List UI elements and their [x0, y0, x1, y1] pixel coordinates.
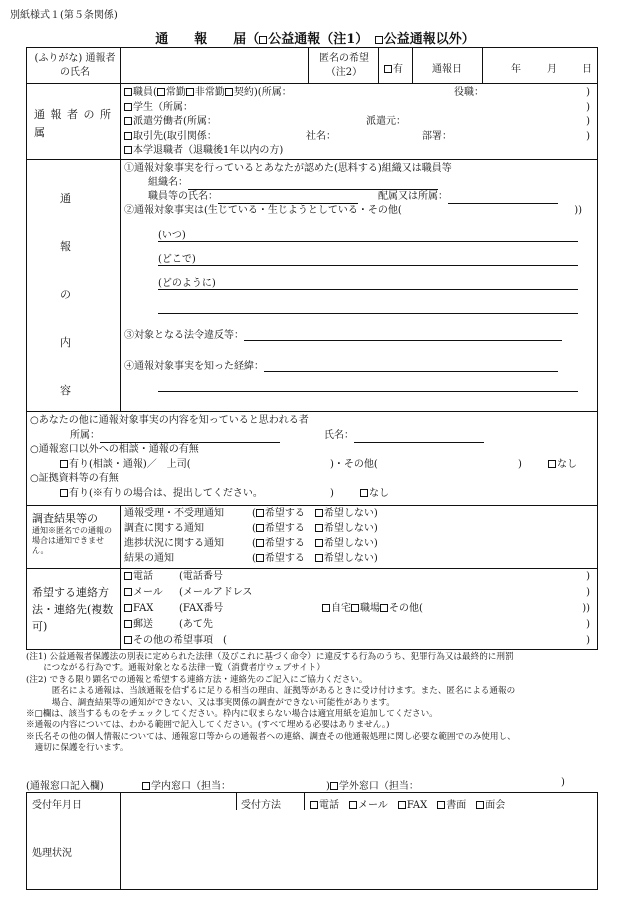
checkbox-method-mail[interactable]	[349, 801, 357, 809]
results-row: 結果の通知 ( 希望する 希望しない)	[124, 553, 378, 564]
results-label: 調査結果等の 通知※匿名での通報の場合は通知できません。	[32, 512, 112, 555]
office-status-label: 処理状況	[32, 848, 72, 859]
checkbox-fax[interactable]	[124, 604, 132, 612]
checkbox-want[interactable]	[256, 539, 264, 547]
checkbox-notwant[interactable]	[315, 554, 323, 562]
checkbox-contract[interactable]	[225, 88, 233, 96]
results-row: 進捗状況に関する通知 ( 希望する 希望しない)	[124, 538, 378, 549]
how-known-input[interactable]	[264, 361, 558, 372]
results-row: 調査に関する通知 ( 希望する 希望しない)	[124, 523, 378, 534]
checkbox-non-whistleblow[interactable]	[375, 36, 383, 44]
checkbox-other-wish[interactable]	[124, 636, 132, 644]
date-year: 年	[511, 64, 521, 75]
office-date-label: 受付年月日	[32, 800, 82, 811]
contact-lines: 電話 (電話番号 ) メール (メールアドレス ) FAX (FAX番号 自宅 職場 その他( )) 郵送 (あて先 ) その他の希望事項 ( )	[124, 569, 594, 649]
checkbox-partner[interactable]	[124, 132, 132, 140]
others-name-input[interactable]	[354, 432, 484, 443]
anon-label: 匿名の希望（注2）	[319, 53, 369, 78]
title-option-whistleblow: 公益通報（注1）	[268, 32, 362, 47]
others-section: ○あなたの他に通報対象事実の内容を知っていると思われる者 所属： 氏名： ○通報窓口以外への相談・通報の有無 有り(相談・通報)／ 上司( )・その他( ) なし ○証拠資料等の有無 有り(※有りの場合は、提出してください。 ) なし	[30, 415, 577, 499]
results-rows	[124, 506, 524, 566]
checkbox-fulltime[interactable]	[157, 88, 165, 96]
form-label: 別紙様式１(第５条関係)	[10, 10, 118, 21]
where-input[interactable]: (どこで)	[158, 250, 578, 266]
affiliation-label: 通 報 者 の 所 属	[34, 108, 112, 139]
notes: (注1) 公益通報者保護法の別表に定められた法律（及びこれに基づく命令）に違反する行為のうち、犯罪行為又は最終的に刑罰 につながる行為です。通報対象となる法律一覧（消費者庁ウェブサイト） (注2) できる限り顕名での通報と希望する連絡方法・連絡先のご記入にご協力ください。 匿名による通報は、当該通報を信ずるに足りる相当の理由、証拠等があるときに受け付けます。また、匿名による通報の 場合、調査結果等の通知ができない、又は事実関係の調査ができない可能性があります。 ※□欄は、該当するものをチェックしてください。枠内に収まらない場合は適宜用紙を追加してください。 ※通報の内容については、わかる範囲で記入してください。(すべて埋める必要はありません。) ※氏名その他の個人情報については、通報窓口等からの通報者への連絡、調査その他通報処理に関し必要な範囲でのみ使用し、 適切に保護を行います。	[26, 652, 516, 754]
date-label: 通報日	[432, 64, 462, 75]
title-main: 通 報 届（	[155, 32, 260, 47]
checkbox-staff[interactable]	[124, 88, 132, 96]
office-methods: 電話 メール FAX 書面 面会	[310, 796, 505, 811]
checkbox-work[interactable]	[351, 604, 359, 612]
checkbox-notwant[interactable]	[315, 509, 323, 517]
staff-name-input[interactable]	[218, 193, 358, 204]
date-day: 日	[582, 64, 592, 75]
checkbox-evidence-none[interactable]	[360, 489, 368, 497]
checkbox-method-fax[interactable]	[398, 801, 406, 809]
checkbox-parttime[interactable]	[186, 88, 194, 96]
when-input[interactable]: (いつ)	[158, 226, 578, 242]
how-known-input-2[interactable]	[158, 380, 578, 392]
org-name-input[interactable]	[188, 179, 438, 190]
checkbox-external[interactable]	[330, 782, 338, 790]
others-dept-input[interactable]	[100, 432, 280, 443]
checkbox-other-place[interactable]	[380, 604, 388, 612]
name-input[interactable]	[121, 48, 308, 83]
checkbox-whistleblow[interactable]	[259, 36, 267, 44]
checkbox-retired[interactable]	[124, 146, 132, 154]
checkbox-notwant[interactable]	[315, 539, 323, 547]
checkbox-method-meet[interactable]	[476, 801, 484, 809]
checkbox-method-doc[interactable]	[437, 801, 445, 809]
law-violation-input[interactable]	[244, 330, 562, 341]
name-label: (ふりがな) 通報者の氏名	[34, 53, 116, 78]
date-month: 月	[547, 64, 557, 75]
how-input[interactable]: (どのように)	[158, 274, 578, 290]
staff-dept-input[interactable]	[448, 193, 558, 204]
checkbox-notwant[interactable]	[315, 524, 323, 532]
title-option-non-whistleblow: 公益通報以外）	[383, 32, 475, 47]
form-title	[0, 28, 630, 47]
checkbox-want[interactable]	[256, 509, 264, 517]
checkbox-evidence-yes[interactable]	[60, 489, 68, 497]
content-body: ①通報対象事実を行っているとあなたが認めた(思料する)組織又は職員等 組織名： 職員等の氏名： 配属又は所属： ②通報対象事実は(生じている・生じようとしている・その他( )) (いつ) (どこで) (どのように) ③対象となる法令違反等： ④通報対象事実を知った経緯：	[124, 162, 594, 392]
checkbox-internal[interactable]	[142, 782, 150, 790]
checkbox-phone[interactable]	[124, 572, 132, 580]
checkbox-consult-none[interactable]	[548, 460, 556, 468]
contact-label: 希望する連絡方法・連絡先(複数可)	[32, 586, 114, 633]
checkbox-anon-yes[interactable]	[384, 65, 392, 73]
content-side-label: 通 報 の 内 容	[60, 192, 71, 397]
checkbox-dispatch[interactable]	[124, 117, 132, 125]
checkbox-student[interactable]	[124, 103, 132, 111]
checkbox-home[interactable]	[322, 604, 330, 612]
checkbox-post[interactable]	[124, 620, 132, 628]
checkbox-consult-yes[interactable]	[60, 460, 68, 468]
anon-yes[interactable]: 有	[384, 60, 403, 75]
how-input-2[interactable]	[158, 298, 578, 314]
checkbox-want[interactable]	[256, 554, 264, 562]
results-row: 通報受理・不受理通知 ( 希望する 希望しない)	[124, 508, 378, 519]
office-header: (通報窓口記入欄) 学内窓口（担当： ) 学外窓口（担当： )	[26, 777, 565, 792]
checkbox-want[interactable]	[256, 524, 264, 532]
checkbox-method-phone[interactable]	[310, 801, 318, 809]
checkbox-mail[interactable]	[124, 588, 132, 596]
affiliation-lines: 職員( 常勤 非常勤 契約)(所属： 役職： ) 学生（所属： ) 派遣労働者(所属： 派遣元： ) 取引先(取引関係： 社名： 部署： ) 本学退職者（退職後1年以内の方)	[124, 86, 594, 159]
office-method-label: 受付方法	[241, 800, 281, 811]
